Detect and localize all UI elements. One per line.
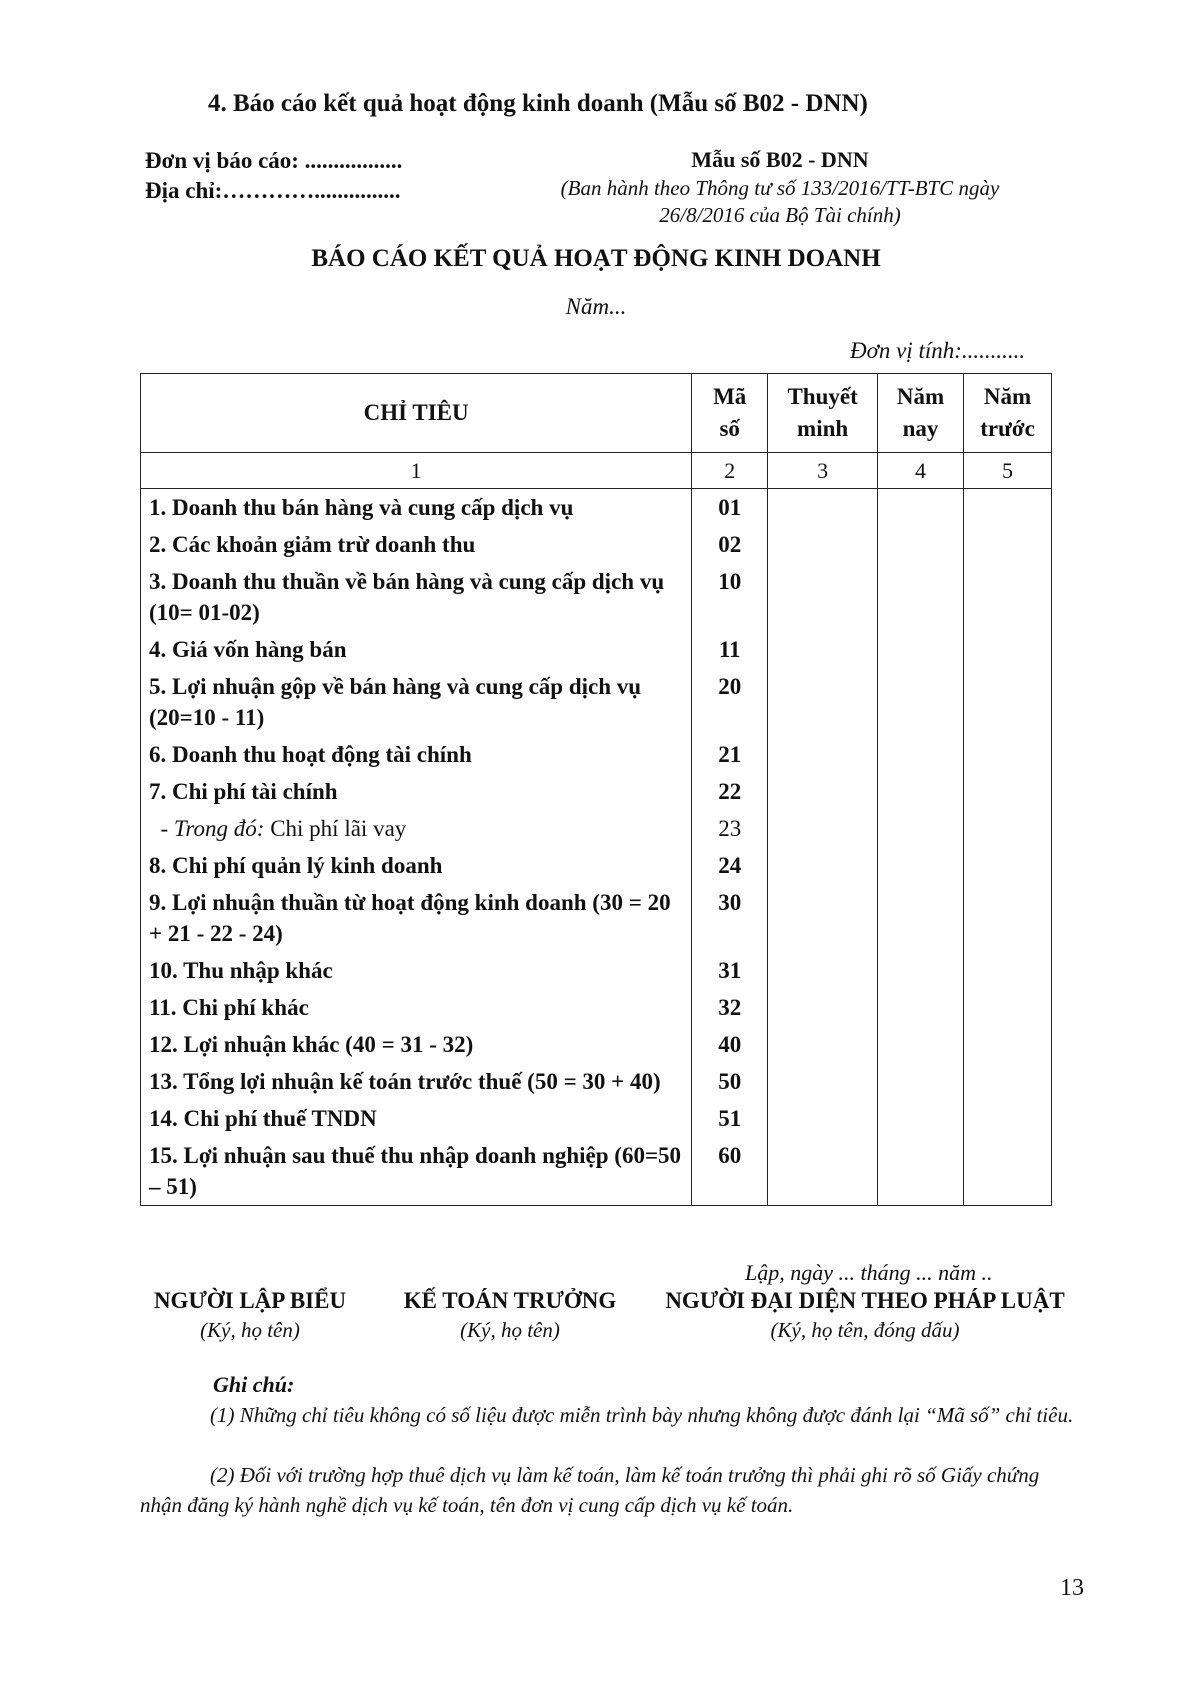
signature-chief-accountant-note: (Ký, họ tên) — [460, 1318, 560, 1342]
cell-current — [878, 1100, 964, 1137]
cell-note — [768, 526, 878, 563]
table-row — [141, 884, 1052, 952]
address: Địa chỉ:…………............... — [145, 178, 401, 203]
cell-previous — [964, 563, 1052, 631]
section-title: 4. Báo cáo kết quả hoạt động kinh doanh (Mẫu số B02 - DNN) — [208, 90, 868, 117]
row-label: 1. Doanh thu bán hàng và cung cấp dịch vụ — [141, 489, 692, 527]
cell-current — [878, 631, 964, 668]
row-code: 21 — [692, 736, 768, 773]
header-previous-year: Năm trước — [964, 374, 1052, 453]
cell-previous — [964, 1063, 1052, 1100]
row-label: 5. Lợi nhuận gộp về bán hàng và cung cấp dịch vụ (20=10 - 11) — [141, 668, 692, 736]
cell-previous — [964, 1137, 1052, 1206]
report-title: BÁO CÁO KẾT QUẢ HOẠT ĐỘNG KINH DOANH — [311, 245, 881, 272]
table-row — [141, 773, 1052, 810]
cell-note — [768, 1026, 878, 1063]
currency-unit: Đơn vị tính:........... — [850, 338, 1026, 363]
report-year: Năm... — [565, 294, 627, 319]
table-row — [141, 489, 1052, 527]
cell-note — [768, 1137, 878, 1206]
cell-previous — [964, 668, 1052, 736]
header-item: CHỈ TIÊU — [141, 374, 692, 453]
cell-current — [878, 526, 964, 563]
cell-previous — [964, 989, 1052, 1026]
row-label: 2. Các khoản giảm trừ doanh thu — [141, 526, 692, 563]
notes-title: Ghi chú: — [213, 1372, 295, 1397]
cell-note — [768, 1063, 878, 1100]
signature-preparer: NGƯỜI LẬP BIỂU — [153, 1288, 347, 1313]
header-current-year: Năm nay — [878, 374, 964, 453]
header-note: Thuyết minh — [768, 374, 878, 453]
column-number: 3 — [768, 453, 878, 489]
row-label: 13. Tổng lợi nhuận kế toán trước thuế (50 = 30 + 40) — [141, 1063, 692, 1100]
cell-previous — [964, 631, 1052, 668]
cell-note — [768, 736, 878, 773]
table-row — [141, 668, 1052, 736]
cell-note — [768, 847, 878, 884]
column-number: 5 — [964, 453, 1052, 489]
cell-previous — [964, 526, 1052, 563]
row-code: 01 — [692, 489, 768, 527]
row-label: 6. Doanh thu hoạt động tài chính — [141, 736, 692, 773]
cell-previous — [964, 810, 1052, 847]
cell-current — [878, 1137, 964, 1206]
cell-previous — [964, 1100, 1052, 1137]
cell-current — [878, 952, 964, 989]
row-code: 11 — [692, 631, 768, 668]
cell-previous — [964, 847, 1052, 884]
table-row — [141, 1137, 1052, 1206]
table-row — [141, 631, 1052, 668]
signature-legal-representative-note: (Ký, họ tên, đóng dấu) — [770, 1318, 960, 1342]
row-label: 4. Giá vốn hàng bán — [141, 631, 692, 668]
table-row — [141, 1026, 1052, 1063]
cell-note — [768, 989, 878, 1026]
row-code: 30 — [692, 884, 768, 952]
row-label: 7. Chi phí tài chính — [141, 773, 692, 810]
note-2: (2) Đối với trường hợp thuê dịch vụ làm kế toán, làm kế toán trưởng thì phải ghi rõ số Giấy chứng nhận đăng ký hành nghề dịch vụ kế toán, tên đơn vị cung cấp dịch vụ kế toán. — [140, 1463, 1040, 1517]
row-label — [141, 810, 692, 847]
cell-note — [768, 773, 878, 810]
signature-chief-accountant: KẾ TOÁN TRƯỞNG — [403, 1288, 617, 1313]
table-body — [141, 489, 1052, 1206]
table-row — [141, 952, 1052, 989]
row-code: 31 — [692, 952, 768, 989]
cell-current — [878, 489, 964, 527]
row-label: 15. Lợi nhuận sau thuế thu nhập doanh nghiệp (60=50 – 51) — [141, 1137, 692, 1206]
row-label: 11. Chi phí khác — [141, 989, 692, 1026]
table-row — [141, 736, 1052, 773]
cell-current — [878, 884, 964, 952]
column-number-row — [141, 453, 1052, 489]
table-row — [141, 1100, 1052, 1137]
cell-note — [768, 489, 878, 527]
cell-note — [768, 884, 878, 952]
report-table — [140, 373, 1052, 1206]
table-row — [141, 1063, 1052, 1100]
table-row — [141, 526, 1052, 563]
row-label: 12. Lợi nhuận khác (40 = 31 - 32) — [141, 1026, 692, 1063]
row-label: 14. Chi phí thuế TNDN — [141, 1100, 692, 1137]
reporting-unit: Đơn vị báo cáo: ................. — [145, 148, 403, 173]
row-code: 40 — [692, 1026, 768, 1063]
column-number: 1 — [141, 453, 692, 489]
note-1: (1) Những chỉ tiêu không có số liệu được miễn trình bày nhưng không được đánh lại “Mã số” chỉ tiêu. — [210, 1403, 1074, 1427]
cell-current — [878, 773, 964, 810]
form-code: Mẫu số B02 - DNN — [691, 147, 869, 172]
cell-current — [878, 847, 964, 884]
sign-date: Lập, ngày ... tháng ... năm .. — [745, 1260, 993, 1285]
row-label: 8. Chi phí quản lý kinh doanh — [141, 847, 692, 884]
cell-current — [878, 989, 964, 1026]
cell-current — [878, 1026, 964, 1063]
form-issued-line2: 26/8/2016 của Bộ Tài chính) — [659, 203, 901, 227]
row-label: 10. Thu nhập khác — [141, 952, 692, 989]
row-code: 23 — [692, 810, 768, 847]
row-code: 10 — [692, 563, 768, 631]
row-label-prefix: - Trong đó: — [160, 816, 265, 841]
row-label: 3. Doanh thu thuần về bán hàng và cung cấp dịch vụ (10= 01-02) — [141, 563, 692, 631]
table-row — [141, 810, 1052, 847]
row-code: 22 — [692, 773, 768, 810]
cell-current — [878, 736, 964, 773]
cell-previous — [964, 1026, 1052, 1063]
row-code: 20 — [692, 668, 768, 736]
cell-previous — [964, 952, 1052, 989]
header-row — [141, 374, 1052, 453]
table-row — [141, 563, 1052, 631]
row-label-text: Chi phí lãi vay — [270, 816, 407, 841]
row-code: 02 — [692, 526, 768, 563]
cell-note — [768, 952, 878, 989]
column-number: 4 — [878, 453, 964, 489]
header-code: Mã số — [692, 374, 768, 453]
cell-current — [878, 563, 964, 631]
signature-preparer-note: (Ký, họ tên) — [200, 1318, 300, 1342]
column-number: 2 — [692, 453, 768, 489]
cell-current — [878, 668, 964, 736]
row-code: 32 — [692, 989, 768, 1026]
row-code: 24 — [692, 847, 768, 884]
cell-note — [768, 1100, 878, 1137]
row-code: 51 — [692, 1100, 768, 1137]
cell-note — [768, 810, 878, 847]
row-code: 50 — [692, 1063, 768, 1100]
cell-previous — [964, 736, 1052, 773]
row-code: 60 — [692, 1137, 768, 1206]
cell-current — [878, 1063, 964, 1100]
cell-previous — [964, 489, 1052, 527]
row-label: 9. Lợi nhuận thuần từ hoạt động kinh doanh (30 = 20 + 21 - 22 - 24) — [141, 884, 692, 952]
table-row — [141, 847, 1052, 884]
cell-previous — [964, 773, 1052, 810]
cell-previous — [964, 884, 1052, 952]
page-number: 13 — [1060, 1575, 1084, 1601]
signature-legal-representative: NGƯỜI ĐẠI DIỆN THEO PHÁP LUẬT — [665, 1288, 1065, 1313]
form-issued-line1: (Ban hành theo Thông tư số 133/2016/TT-BTC ngày — [560, 176, 1000, 200]
cell-note — [768, 631, 878, 668]
table-row — [141, 989, 1052, 1026]
cell-current — [878, 810, 964, 847]
cell-note — [768, 563, 878, 631]
cell-note — [768, 668, 878, 736]
